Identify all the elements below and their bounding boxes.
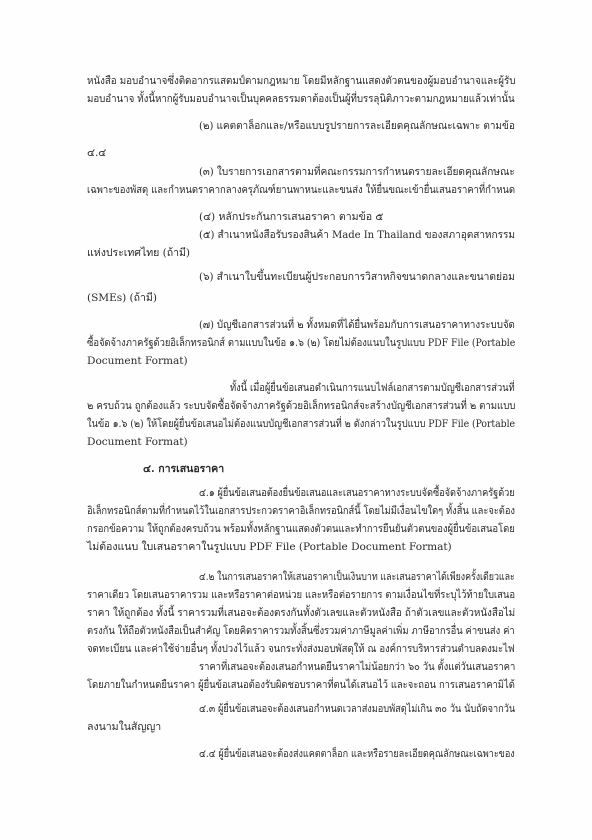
text-line: (๓) ใบรายการเอกสารตามที่คณะกรรมการกำหนดรายละเอียดคุณลักษณะ	[199, 166, 515, 178]
text-line: อิเล็กทรอนิกส์ตามที่กำหนดไว้ในเอกสารประกวดราคาอิเล็กทรอนิกส์นี้ โดยไม่มีเงื่อนไขใดๆ ทั้งสิ้น และจะต้อง	[87, 505, 515, 517]
text-line: (๖) สำเนาใบขึ้นทะเบียนผู้ประกอบการวิสาหกิจขนาดกลางและขนาดย่อม	[199, 271, 515, 283]
text-line: ราคาเดียว โดยเสนอราคารวม และหรือราคาต่อหน่วย และหรือต่อรายการ ตามเงื่อนไขที่ระบุไว้ท้ายใบเสนอ	[87, 589, 515, 601]
text-line: Document Format)	[87, 436, 188, 448]
text-line: (SMEs) (ถ้ามี)	[87, 292, 157, 304]
text-line: (๒) แคตตาล็อกและ/หรือแบบรูปรายการละเอียดคุณลักษณะเฉพาะ ตามข้อ	[199, 120, 515, 132]
section-heading: ๔. การเสนอราคา	[143, 463, 225, 475]
text-line: (๔) หลักประกันการเสนอราคา ตามข้อ ๕	[199, 211, 384, 223]
text-line: ซื้อจัดจ้างภาครัฐด้วยอิเล็กทรอนิกส์ ตามแบบในข้อ ๑.๖ (๒) โดยไม่ต้องแนบในรูปแบบ PDF File (Portable	[87, 337, 516, 349]
text-line: (๕) สำเนาหนังสือรับรองสินค้า Made In Thailand ของสภาอุตสาหกรรม	[199, 229, 515, 241]
text-line: มอบอำนาจ ทั้งนี้หากผู้รับมอบอำนาจเป็นบุคคลธรรมดาต้องเป็นผู้ที่บรรลุนิติภาวะตามกฎหมายแล้วเท่านั้น	[87, 93, 515, 105]
text-line: ๔.๒ ในการเสนอราคาให้เสนอราคาเป็นเงินบาท และเสนอราคาได้เพียงครั้งเดียวและ	[199, 571, 515, 583]
text-line: จดทะเบียน และค่าใช้จ่ายอื่นๆ ทั้งปวงไว้แล้ว จนกระทั่งส่งมอบพัสดุให้ ณ องค์การบริหารส่วนตำบลดงมะไฟ	[87, 643, 515, 655]
text-line: ตรงกัน ให้ถือตัวหนังสือเป็นสำคัญ โดยคิดราคารวมทั้งสิ้นซึ่งรวมค่าภาษีมูลค่าเพิ่ม ภาษีอากรอื่น ค่าขนส่ง ค่า	[87, 625, 515, 637]
text-line: (๗) บัญชีเอกสารส่วนที่ ๒ ทั้งหมดที่ได้ยื่นพร้อมกับการเสนอราคาทางระบบจัด	[199, 319, 515, 331]
text-line: เฉพาะของพัสดุ และกำหนดราคากลางครุภัณฑ์ยานพาหนะและขนส่ง ให้ยื่นขณะเข้ายื่นเสนอราคาที่กำหนด	[87, 184, 516, 196]
text-line: ไม่ต้องแนบ ใบเสนอราคาในรูปแบบ PDF File (Portable Document Format)	[87, 541, 452, 553]
text-line: Document Format)	[87, 355, 188, 367]
text-line: ๔.๑ ผู้ยื่นข้อเสนอต้องยื่นข้อเสนอและเสนอราคาทางระบบจัดซื้อจัดจ้างภาครัฐด้วย	[199, 487, 515, 499]
text-line: ราคาที่เสนอจะต้องเสนอกำหนดยืนราคาไม่น้อยกว่า ๖๐ วัน ตั้งแต่วันเสนอราคา	[199, 661, 516, 673]
text-line: หนังสือ มอบอำนาจซึ่งติดอากรแสตมป์ตามกฎหมาย โดยมีหลักฐานแสดงตัวตนของผู้มอบอำนาจและผู้รับ	[87, 75, 516, 87]
text-line: ลงนามในสัญญา	[87, 721, 162, 733]
text-line: ในข้อ ๑.๖ (๒) ให้โดยผู้ยื่นข้อเสนอไม่ต้องแนบบัญชีเอกสารส่วนที่ ๒ ดังกล่าวในรูปแบบ PDF File (Portable	[87, 418, 515, 430]
text-line: ราคา ให้ถูกต้อง ทั้งนี้ ราคารวมที่เสนอจะต้องตรงกันทั้งตัวเลขและตัวหนังสือ ถ้าตัวเลขและตัวหนังสือไม่	[87, 607, 516, 619]
text-line: ๒ ครบถ้วน ถูกต้องแล้ว ระบบจัดซื้อจัดจ้างภาครัฐด้วยอิเล็กทรอนิกส์จะสร้างบัญชีเอกสารส่วนที่ ๒ ตามแบบ	[87, 400, 516, 412]
text-line: ๔.๔ ผู้ยื่นข้อเสนอจะต้องส่งแคตตาล็อก และหรือรายละเอียดคุณลักษณะเฉพาะของ	[199, 748, 515, 760]
text-line: ทั้งนี้ เมื่อผู้ยื่นข้อเสนอดำเนินการแนบไฟล์เอกสารตามบัญชีเอกสารส่วนที่	[230, 382, 515, 394]
text-line: ๔.๓ ผู้ยื่นข้อเสนอจะต้องเสนอกำหนดเวลาส่งมอบพัสดุไม่เกิน ๓๐ วัน นับถัดจากวัน	[199, 703, 516, 715]
text-line: ๔.๔	[87, 147, 107, 159]
text-line: โดยภายในกำหนดยืนราคา ผู้ยื่นข้อเสนอต้องรับผิดชอบราคาที่ตนได้เสนอไว้ และจะถอน การเสนอราคามิได้	[87, 679, 515, 691]
text-line: กรอกข้อความ ให้ถูกต้องครบถ้วน พร้อมทั้งหลักฐานแสดงตัวตนและทำการยืนยันตัวตนของผู้ยื่นข้อเสนอโดย	[87, 523, 515, 535]
text-line: แห่งประเทศไทย (ถ้ามี)	[87, 247, 191, 259]
